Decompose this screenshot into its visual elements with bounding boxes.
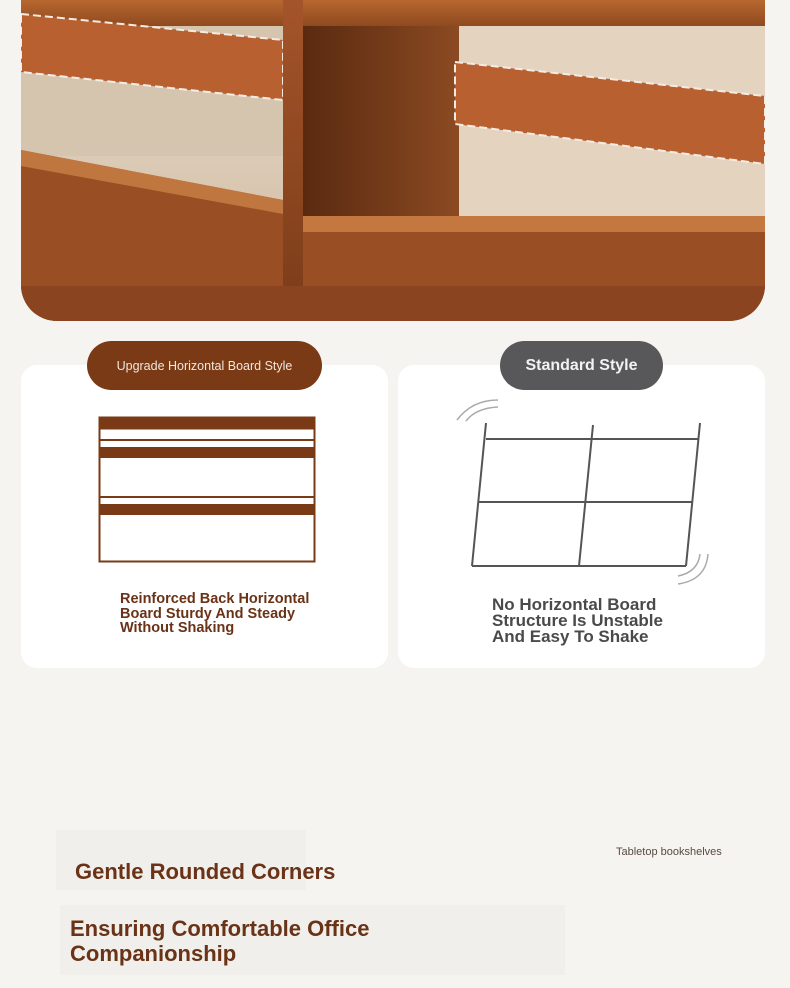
horizontal-board: [100, 418, 315, 430]
standard-style-badge: [500, 341, 663, 390]
unstable-shelf-diagram: [452, 396, 714, 590]
horizontal-board: [100, 447, 315, 458]
feature-heading: Gentle Rounded Corners: [75, 859, 336, 884]
reinforced-shelf-diagram: [98, 416, 316, 563]
upgrade-style-badge: [87, 341, 322, 390]
product-tag: Tabletop bookshelves: [616, 846, 722, 858]
upgrade-style-title: Upgrade Horizontal Board Style: [116, 358, 293, 373]
product-photo: [21, 0, 765, 321]
standard-style-title: Standard Style: [525, 356, 638, 374]
upgrade-style-caption: Reinforced Back Horizontal Board Sturdy And Steady Without Shaking: [120, 591, 310, 636]
standard-style-caption: No Horizontal Board Structure Is Unstable And Easy To Shake: [492, 595, 663, 647]
feature-subheading: Ensuring Comfortable Office Companionship: [70, 916, 370, 967]
shake-icon: [457, 400, 708, 584]
horizontal-board: [100, 504, 315, 515]
bookshelf-illustration: [21, 0, 765, 321]
